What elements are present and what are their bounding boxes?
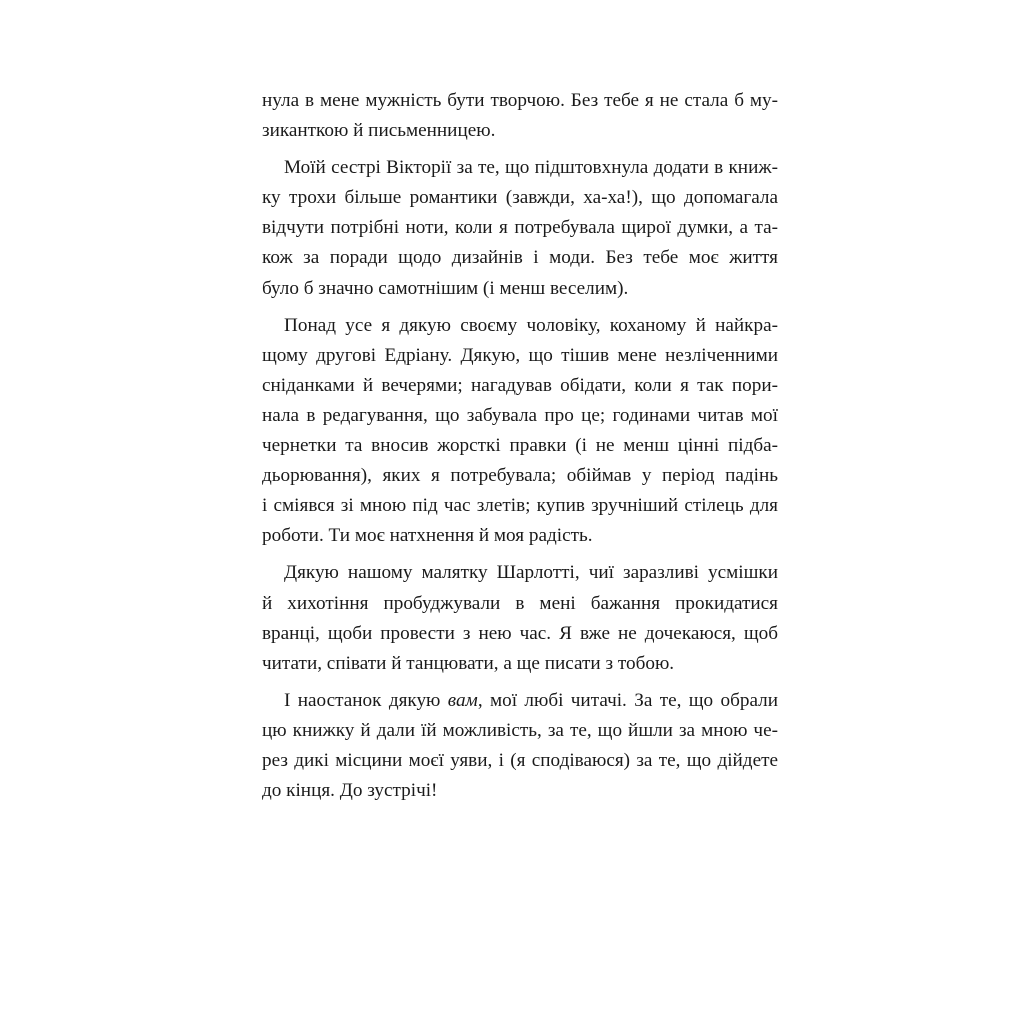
text-segment: , мої любі читачі. За те, що обрали: [477, 689, 778, 711]
text-line: кож за поради щодо дизайнів і моди. Без тебе моє життя: [262, 247, 778, 269]
text-line: [262, 686, 778, 716]
paragraph-1: [262, 86, 778, 146]
text-line: цю книжку й дали їй можливість, за те, що йшли за мною че-: [262, 719, 778, 741]
text-line: відчути потрібні ноти, коли я потребувала щирої думки, а та-: [262, 217, 778, 239]
text-line: читати, співати й танцювати, а ще писати з тобою.: [262, 652, 675, 674]
text-line: нула в мене мужність бути творчою. Без тебе я не стала б му-: [262, 90, 778, 111]
text-line: ку трохи більше романтики (завжди, ха-ха!), що допомагала: [262, 187, 778, 209]
text-line: дьорювання), яких я потребувала; обіймав у період падінь: [262, 465, 778, 487]
text-line: Понад усе я дякую своєму чоловіку, коханому й найкра-: [284, 314, 778, 336]
text-line: було б значно самотнішим (і менш веселим).: [262, 277, 629, 299]
text-line: Дякую нашому малятку Шарлотті, чиї заразливі усмішки: [284, 562, 778, 584]
paragraph-2: [262, 153, 778, 303]
text-line: сніданками й вечерями; нагадував обідати, коли я так пори-: [262, 374, 778, 396]
text-line: вранці, щоби провести з нею час. Я вже не дочекаюся, щоб: [262, 622, 778, 644]
paragraph-5: [262, 686, 778, 806]
text-line: і сміявся зі мною під час злетів; купив зручніший стілець для: [262, 495, 778, 517]
text-line: роботи. Ти моє натхнення й моя радість.: [262, 525, 593, 547]
text-line: й хихотіння пробуджували в мені бажання прокидатися: [262, 592, 778, 614]
text-line: нала в редагування, що забувала про це; годинами читав мої: [262, 404, 778, 426]
italic-emphasis: вам: [447, 689, 478, 711]
paragraph-3: [262, 311, 778, 552]
text-line: щому другові Едріану. Дякую, що тішив мене незліченними: [262, 344, 778, 366]
text-line: Моїй сестрі Вікторії за те, що підштовхнула додати в книж-: [284, 157, 778, 179]
text-line: чернетки та вносив жорсткі правки (і не менш цінні підба-: [262, 435, 778, 457]
paragraph-4: [262, 558, 778, 678]
text-line: зиканткою й письменницею.: [262, 120, 496, 142]
text-line: рез дикі місцини моєї уяви, і (я сподіваюся) за те, що дійдете: [262, 749, 778, 771]
body-text: [262, 86, 778, 806]
text-segment: І наостанок дякую: [284, 689, 448, 711]
text-line: до кінця. До зустрічі!: [262, 780, 438, 802]
